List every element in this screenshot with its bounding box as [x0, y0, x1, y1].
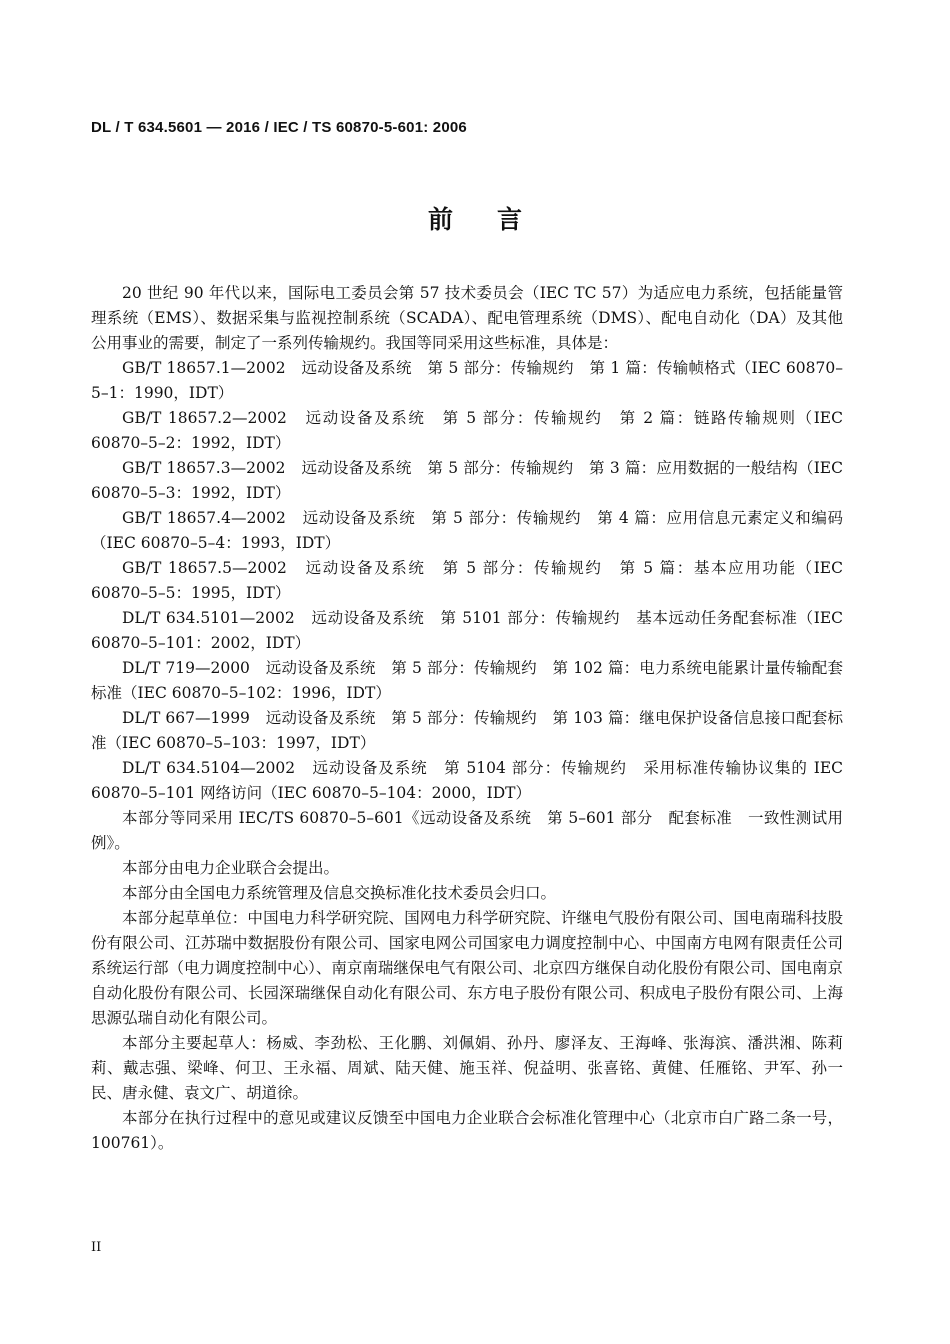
- feedback-statement: 本部分在执行过程中的意见或建议反馈至中国电力企业联合会标准化管理中心（北京市白广路二条一号，100761）。: [91, 1109, 843, 1152]
- standard-item-dl-719: DL/T 719—2000 远动设备及系统 第 5 部分：传输规约 第 102 篇：电力系统电能累计量传输配套标准（IEC 60870–5–102：1996，IDT）: [91, 659, 843, 702]
- intro-paragraph: 20 世纪 90 年代以来，国际电工委员会第 57 技术委员会（IEC TC 57）为适应电力系统，包括能量管理系统（EMS）、数据采集与监视控制系统（SCADA）、配电管理系统（DMS）、配电自动化（DA）及其他公用事业的需要，制定了一系列传输规约。我国等同采用这些标准，具体是：: [91, 284, 843, 352]
- drafters-list: 本部分主要起草人：杨威、李劲松、王化鹏、刘佩娟、孙丹、廖泽友、王海峰、张海滨、潘洪湘、陈莉莉、戴志强、梁峰、何卫、王永福、周斌、陆天健、施玉祥、倪益明、张喜铭、黄健、任雁铭、尹军、孙一民、唐永健、袁文广、胡道徐。: [91, 1034, 843, 1102]
- adoption-statement: 本部分等同采用 IEC/TS 60870–5–601《远动设备及系统 第 5–601 部分 配套标准 一致性测试用例》。: [91, 809, 843, 852]
- standard-item-gb-18657-1: GB/T 18657.1—2002 远动设备及系统 第 5 部分：传输规约 第 1 篇：传输帧格式（IEC 60870–5–1：1990，IDT）: [91, 359, 843, 402]
- drafting-organizations: 本部分起草单位：中国电力科学研究院、国网电力科学研究院、许继电气股份有限公司、国电南瑞科技股份有限公司、江苏瑞中数据股份有限公司、国家电网公司国家电力调度控制中心、中国南方电网有限责任公司系统运行部（电力调度控制中心）、南京南瑞继保电气有限公司、北京四方继保自动化股份有限公司、国电南京自动化股份有限公司、长园深瑞继保自动化有限公司、东方电子股份有限公司、积成电子股份有限公司、上海思源弘瑞自动化有限公司。: [91, 909, 843, 1027]
- standard-item-gb-18657-2: GB/T 18657.2—2002 远动设备及系统 第 5 部分：传输规约 第 2 篇：链路传输规则（IEC 60870–5–2：1992，IDT）: [91, 409, 843, 452]
- document-code-header: DL / T 634.5601 — 2016 / IEC / TS 60870-5-601: 2006: [91, 119, 467, 136]
- foreword-body: [91, 281, 843, 1156]
- standard-item-dl-634-5104: DL/T 634.5104—2002 远动设备及系统 第 5104 部分：传输规约 采用标准传输协议集的 IEC 60870–5–101 网络访问（IEC 60870–5–104：2000，IDT）: [91, 759, 843, 802]
- standard-item-dl-667: DL/T 667—1999 远动设备及系统 第 5 部分：传输规约 第 103 篇：继电保护设备信息接口配套标准（IEC 60870–5–103：1997，IDT）: [91, 709, 843, 752]
- standard-item-dl-634-5101: DL/T 634.5101—2002 远动设备及系统 第 5101 部分：传输规约 基本远动任务配套标准（IEC 60870–5–101：2002，IDT）: [91, 609, 843, 652]
- page-number: II: [91, 1240, 102, 1255]
- standard-item-gb-18657-4: GB/T 18657.4—2002 远动设备及系统 第 5 部分：传输规约 第 4 篇：应用信息元素定义和编码（IEC 60870–5–4：1993，IDT）: [91, 509, 843, 552]
- page-title-char-1: 前: [427, 205, 453, 234]
- proposer-statement: 本部分由电力企业联合会提出。: [122, 859, 340, 877]
- page-title-char-2: 言: [497, 205, 523, 234]
- page-title: [0, 200, 950, 236]
- administration-statement: 本部分由全国电力系统管理及信息交换标准化技术委员会归口。: [122, 884, 557, 902]
- standard-item-gb-18657-3: GB/T 18657.3—2002 远动设备及系统 第 5 部分：传输规约 第 3 篇：应用数据的一般结构（IEC 60870–5–3：1992，IDT）: [91, 459, 843, 502]
- standard-item-gb-18657-5: GB/T 18657.5—2002 远动设备及系统 第 5 部分：传输规约 第 5 篇：基本应用功能（IEC 60870–5–5：1995，IDT）: [91, 559, 843, 602]
